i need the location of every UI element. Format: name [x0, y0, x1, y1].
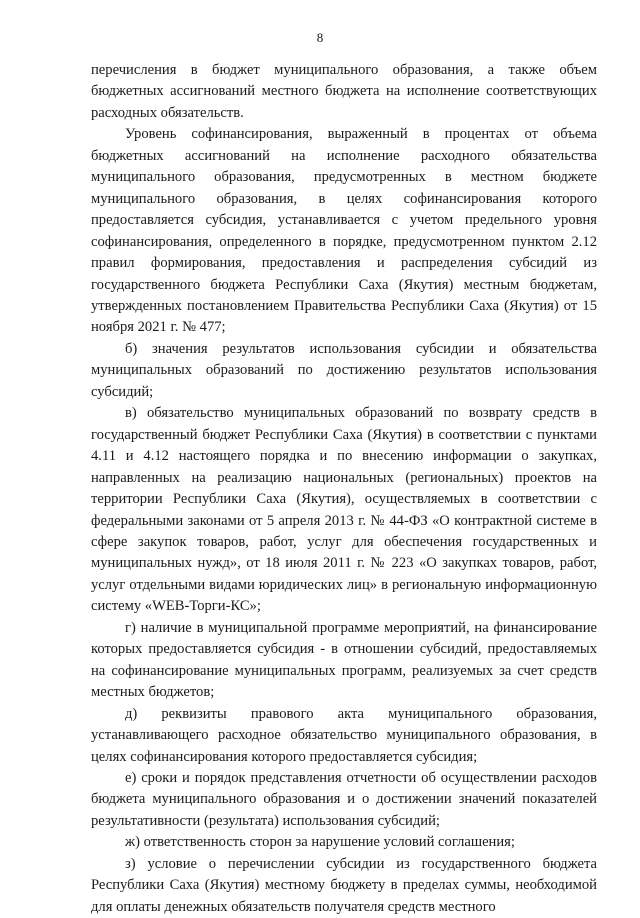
paragraph-item-z: з) условие о перечислении субсидии из государственного бюджета Республики Саха (Якутия) местному бюджету в пределах суммы, необходимой для оплаты денежных обязательств получателя средств местного — [91, 855, 597, 915]
paragraph-item-b: б) значения результатов использования субсидии и обязательства муниципальных образований по достижению результатов использования субсидий; — [91, 340, 597, 400]
paragraph-cofinancing-level: Уровень софинансирования, выраженный в процентах от объема бюджетных ассигнований на исполнение расходного обязательства муниципального образования, предусмотренных в местном бюджете муниципального образования, в целях софинансирования которого предоставляется субсидия, устанавливается с учетом предельного уровня софинансирования, определенного в порядке, предусмотренном пунктом 2.12 правил формирования, предоставления и распределения субсидий из государственного бюджета Республики Саха (Якутия) местным бюджетам, утвержденных постановлением Правительства Республики Саха (Якутия) от 15 ноября 2021 г. № 477; — [91, 126, 597, 336]
document-body — [91, 60, 597, 918]
paragraph-intro-continuation: перечисления в бюджет муниципального образования, а также объем бюджетных ассигнований местного бюджета на исполнение соответствующих расходных обязательств. — [91, 62, 597, 121]
paragraph-item-e: е) сроки и порядок представления отчетности об осуществлении расходов бюджета муниципального образования и о достижении значений показателей результативности (результата) использования субсидий; — [91, 769, 597, 829]
paragraph-item-zh: ж) ответственность сторон за нарушение условий соглашения; — [125, 834, 515, 851]
page-number: 8 — [316, 30, 324, 45]
paragraph-item-d: д) реквизиты правового акта муниципального образования, устанавливающего расходное обязательство муниципального образования, в целях софинансирования которого предоставляется субсидия; — [91, 705, 597, 765]
paragraph-item-v: в) обязательство муниципальных образований по возврату средств в государственный бюджет Республики Саха (Якутия) в соответствии с пунктами 4.11 и 4.12 настоящего порядка и по внесению информации о закупках, направленных на реализацию национальных (региональных) проектов на территории Республики Саха (Якутия), осуществляемых в соответствии с федеральными законами от 5 апреля 2013 г. № 44-ФЗ «О контрактной системе в сфере закупок товаров, работ, услуг для обеспечения государственных и муниципальных нужд», от 18 июля 2011 г. № 223 «О закупках товаров, работ, услуг отдельными видами юридических лиц» в региональную информационную систему «WEB-Торги-КС»; — [91, 405, 597, 615]
paragraph-item-g: г) наличие в муниципальной программе мероприятий, на финансирование которых предоставляется субсидия - в отношении субсидий, предоставляемых на софинансирование муниципальных программ, реализуемых за счет средств местных бюджетов; — [91, 619, 597, 701]
